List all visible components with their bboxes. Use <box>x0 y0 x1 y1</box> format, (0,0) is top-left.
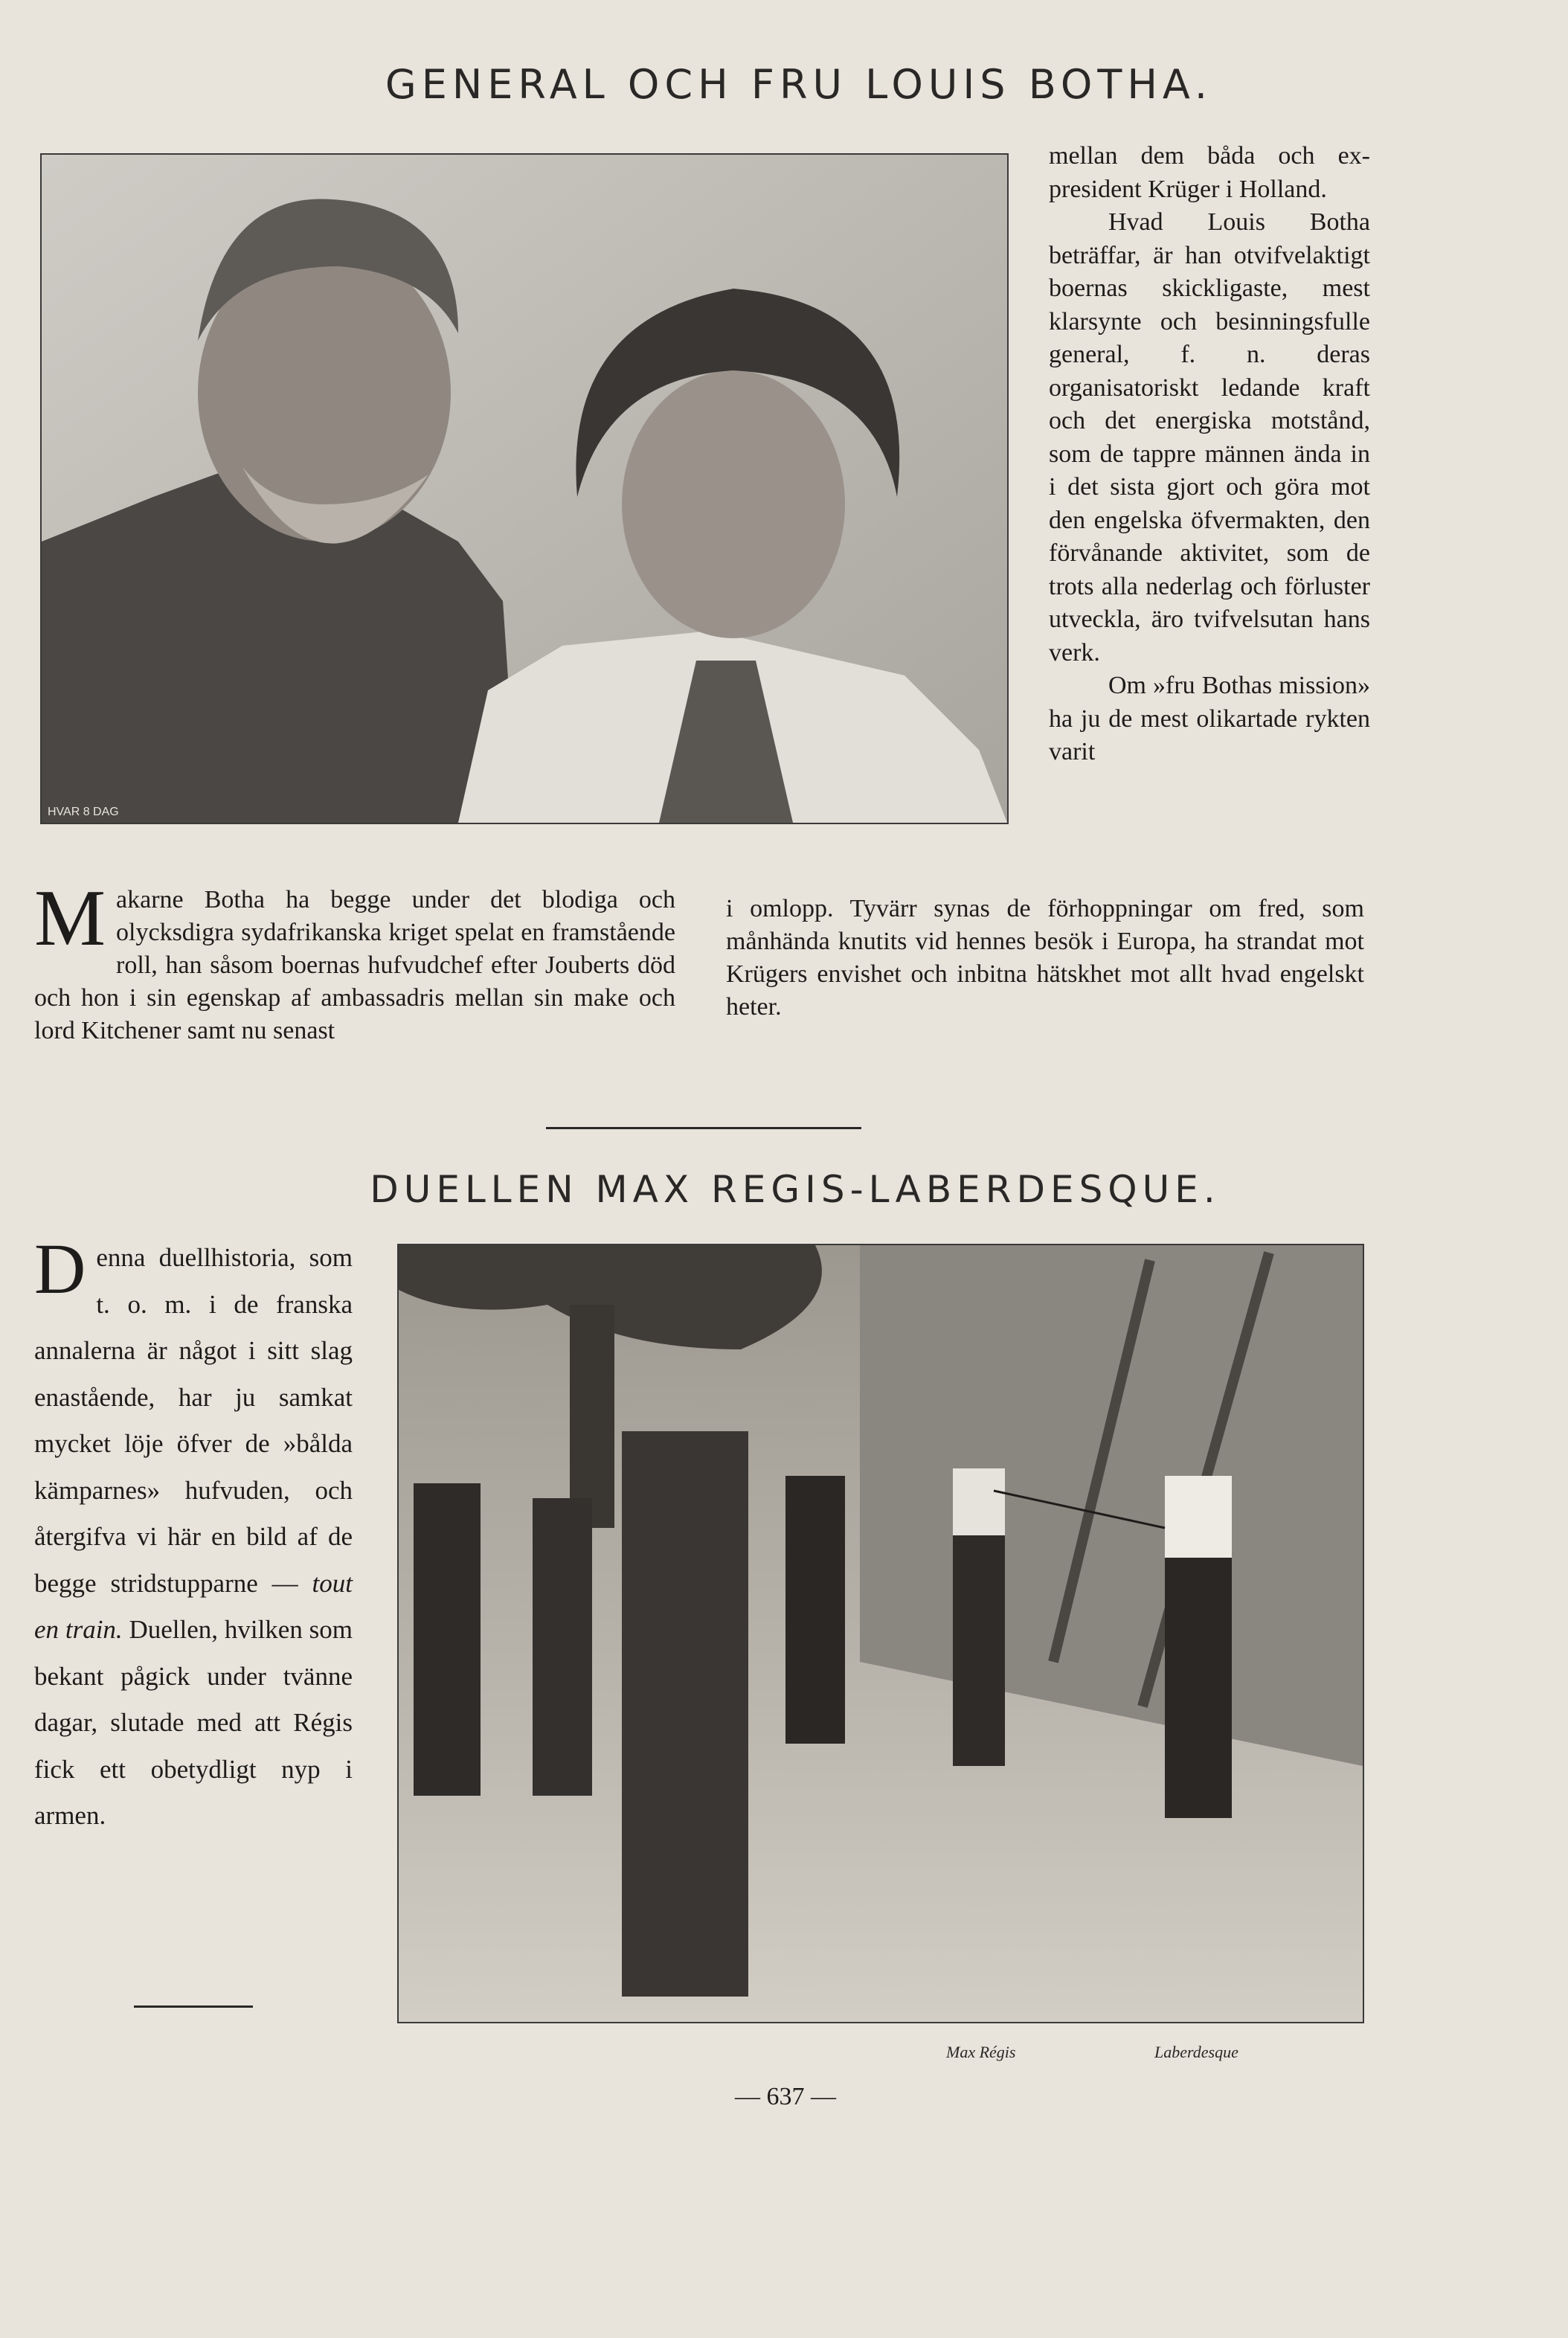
botha-right-column <box>726 893 1364 1024</box>
section-divider <box>546 1127 861 1129</box>
duel-text-column <box>34 1229 353 1840</box>
botha-portrait-photo <box>40 153 1009 824</box>
photo-credit-text: HVAR 8 DAG <box>48 806 119 818</box>
side-paragraph-2: Hvad Louis Botha beträffar, är han otvifvelaktigt boernas skickligaste, mest klarsynte och besinningsfulle general, f. n. deras organisatoriskt ledande kraft och det energiska motstånd, som de tappre männen ända in i det sista gjort och göra mot den engelska öfvermakten, den förvånande aktivitet, som de trots alla nederlag och förluster utveckla, äro tvifvelsutan hans verk. <box>1049 208 1370 667</box>
side-paragraph-1: mellan dem båda och ex-president Krüger i Holland. <box>1049 142 1370 203</box>
botha-left-column <box>34 874 675 1047</box>
side-paragraph-3: Om »fru Bothas mission» ha ju de mest olikartade rykten varit <box>1049 672 1370 765</box>
article-title-botha: GENERAL OCH FRU LOUIS BOTHA. <box>385 61 1213 108</box>
dropcap-d: D <box>34 1229 86 1308</box>
article-title-duel: DUELLEN MAX REGIS-LABERDESQUE. <box>370 1168 1221 1211</box>
page-number: — 637 — <box>735 2083 836 2110</box>
duel-text-after: Duellen, hvilken som bekant pågick under tvänne dagar, slutade med att Régis fick ett obetydligt nyp i armen. <box>34 1615 353 1830</box>
duel-end-rule <box>134 2005 253 2008</box>
botha-side-column <box>1049 140 1370 769</box>
duel-photo <box>397 1244 1364 2023</box>
duel-text-before: enna duellhistoria, som t. o. m. i de franska annalerna är något i sitt slag enastående, har ju samkat mycket löje öfver de »bålda kämparnes» hufvuden, och återgifva vi här en bild af de begge stridstupparne — <box>34 1243 353 1598</box>
duel-text-italic: tout en train. <box>34 1568 353 1644</box>
botha-left-text: akarne Botha ha begge under det blodiga och olycksdigra sydafrikanska kriget spelat en framstående roll, han såsom boernas hufvudchef efter Jouberts död och hon i sin egenskap af ambassadris mellan sin make och lord Kitchener samt nu senast <box>34 886 675 1044</box>
dropcap-m: M <box>34 874 106 963</box>
caption-max-regis: Max Régis <box>946 2043 1016 2061</box>
caption-laberdesque: Laberdesque <box>1154 2043 1238 2061</box>
botha-right-text: i omlopp. Tyvärr synas de förhoppningar om fred, som månhända knutits vid hennes besök i Europa, ha strandat mot Krügers envishet och inbitna hätskhet mot allt hvad engelskt heter. <box>726 895 1364 1021</box>
